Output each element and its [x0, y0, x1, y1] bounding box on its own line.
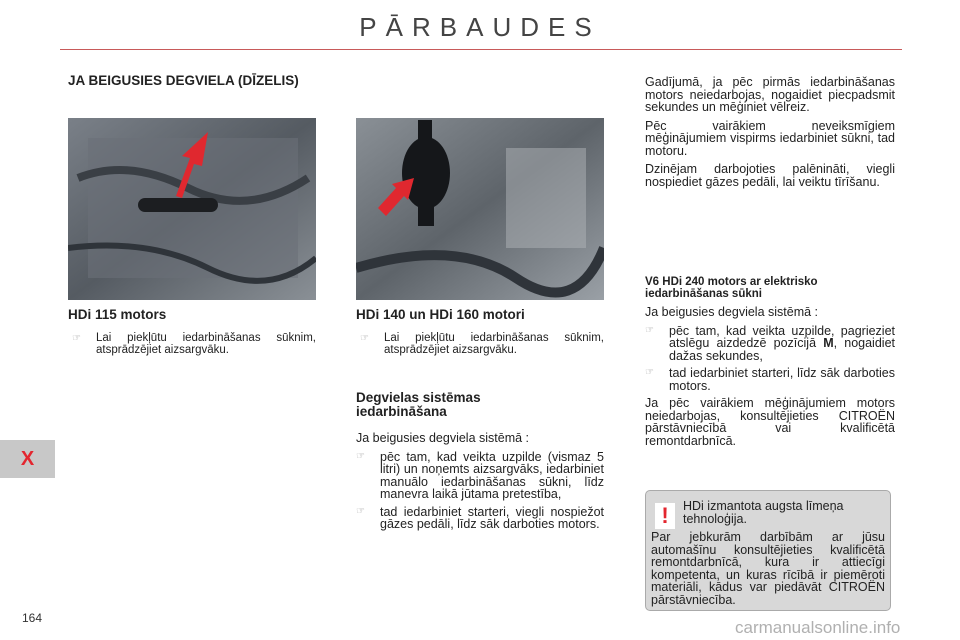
engine-photo-hdi115	[68, 118, 316, 300]
hdi115-heading: HDi 115 motors	[68, 307, 167, 322]
intro-text: Ja beigusies degviela sistēmā :	[356, 431, 530, 445]
note-body: Par jebkurām darbībām ar jūsu automašīnu konsultējieties kvalificētā remontdarbnīcā, kura ir attiecīgi kompetenta, un kuras rīcībā ir piemēroti materiāli, kādus var piedāvāt CITROËN pārstāvniecība.	[651, 530, 885, 607]
page-number: 164	[22, 611, 43, 625]
warning-icon: !	[655, 503, 675, 529]
hdi140-heading: HDi 140 un HDi 160 motori	[356, 307, 525, 322]
pointing-hand-icon: ☞	[356, 505, 365, 517]
warning-note	[645, 490, 891, 611]
hdi140-instructions: ☞ Lai piekļūtu iedarbināšanas sūknim, atsprādzējiet aizsargvāku.	[360, 332, 604, 356]
pointing-hand-icon: ☞	[645, 367, 654, 378]
hdi115-instructions: ☞ Lai piekļūtu iedarbināšanas sūknim, atsprādzējiet aizsargvāku.	[72, 332, 316, 356]
section-title: JA BEIGUSIES DEGVIELA (DĪZELIS)	[68, 73, 299, 88]
note-title: HDi izmantota augsta līmeņa tehnoloģija.	[683, 499, 844, 526]
fuel-priming-heading: Degvielas sistēmas iedarbināšana	[356, 390, 481, 419]
section-tab[interactable]: X	[0, 440, 55, 478]
page-title: PĀRBAUDES	[359, 12, 601, 42]
retry-instructions: Gadījumā, ja pēc pirmās iedarbināšanas motors neiedarbojas, nogaidiet piecpadsmit sekundes un mēģiniet vēlreiz. Pēc vairākiem neveiksmīgiem mēģinājumiem vispirms iedarbiniet sūkni, tad motoru. Dzinējam darbojoties palēnināti, viegli nospiediet gāzes pedāli, lai veiktu tīrīšanu.	[645, 75, 895, 189]
title-divider	[60, 49, 902, 50]
fuel-priming-steps: Ja beigusies degviela sistēmā : ☞ pēc tam, kad veikta uzpilde (vismaz 5 litri) un noņemts aizsargvāks, iedarbiniet manuālo iedarbināšanas sūkni, līdz manevra laikā jūtama pretestība, ☞ tad iedarbiniet starteri, viegli nospiežot gāzes pedāli, līdz sāk darboties motors.	[356, 431, 604, 531]
engine-photo-hdi140-160	[356, 118, 604, 300]
pointing-hand-icon: ☞	[360, 333, 369, 344]
pointing-hand-icon: ☞	[645, 324, 654, 336]
watermark: carmanualsonline.info	[735, 618, 901, 637]
hand-pump-bulb	[402, 137, 450, 209]
pointing-hand-icon: ☞	[356, 450, 365, 462]
v6-instructions: Ja beigusies degviela sistēmā : ☞ pēc tam, kad veikta uzpilde, pagrieziet atslēgu aizdedzē pozīcijā M, nogaidiet dažas sekundes, ☞ tad iedarbiniet starteri, līdz sāk darboties motors. Ja pēc vairākiem mēģinājumiem motors neiedarbojas, konsultējieties CITROËN pārstāvniecībā vai kvalificētā remontdarbnīcā.	[645, 305, 895, 448]
pointing-hand-icon: ☞	[72, 333, 81, 344]
v6-heading: V6 HDi 240 motors ar elektrisko iedarbināšanas sūkni	[645, 276, 818, 300]
